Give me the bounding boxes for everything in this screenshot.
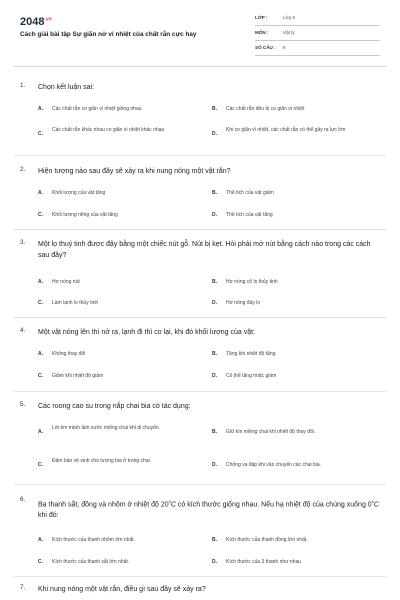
option-letter: C. [38, 131, 43, 137]
option-text: Giảm khi nhiệt độ giảm [52, 373, 104, 379]
option-text: Kích thước của thanh nhôm lớn nhất. [52, 537, 136, 543]
meta-grade-value: Lớp 8 [283, 15, 295, 20]
option-letter: D. [212, 373, 217, 379]
question-divider [14, 317, 386, 318]
logo-suffix: .vn [44, 16, 52, 23]
option-text: Kích thước của 3 thanh như nhau [226, 559, 302, 565]
option-letter: A. [38, 537, 43, 543]
meta-count [255, 42, 380, 56]
meta-count-label: SỐ CÂU : [255, 45, 276, 50]
option-letter: D. [212, 212, 217, 218]
option-letter: C. [38, 300, 43, 306]
option-letter: C. [38, 212, 43, 218]
question-divider [14, 576, 386, 577]
meta-info [255, 12, 380, 57]
question-number: 7. [20, 584, 26, 591]
question-number: 5. [20, 401, 26, 408]
option-letter: D. [212, 559, 217, 565]
meta-count-value: 8 [283, 45, 286, 50]
meta-subject-label: MÔN : [255, 30, 269, 35]
question-number: 1. [20, 82, 26, 89]
question-number: 2. [20, 166, 26, 173]
option-text: Các chất rắn co giãn vì nhiệt giống nhau [52, 106, 142, 112]
option-letter: B. [212, 279, 217, 285]
question-text: Chọn kết luận sai: [38, 84, 95, 91]
question-divider [14, 484, 386, 485]
question-number: 6. [20, 496, 26, 503]
option-letter: C. [38, 462, 43, 468]
option-text: Kích thước của thanh đồng lớn nhất. [226, 537, 308, 543]
option-text: Làm lạnh lọ thủy tinh [52, 300, 99, 306]
option-letter: A. [38, 190, 43, 196]
option-letter: B. [212, 190, 217, 196]
meta-grade-label: LỚP : [255, 15, 268, 20]
option-letter: A. [38, 351, 43, 357]
question-divider [14, 229, 386, 230]
option-letter: B. [212, 429, 217, 435]
option-text: Hơ nóng đáy lọ [226, 300, 261, 306]
option-letter: A. [38, 429, 43, 435]
document-title: Cách giải bài tập Sự giãn nở vì nhiệt của chất rắn cực hay [20, 31, 197, 38]
option-text: Thể tích của vật tăng [226, 212, 273, 218]
question-text: Một vật nóng lên thì nở ra, lạnh đi thì co lại, khi đó khối lượng của vật: [38, 329, 255, 336]
degree-sup: 0 [168, 499, 171, 504]
meta-subject [255, 27, 380, 41]
option-text: Khối lượng của vật tăng [52, 190, 106, 196]
unit: C [373, 501, 379, 509]
option-text: Khi co giãn vì nhiệt, các chất rắn có thể gây ra lực lớn [226, 127, 346, 133]
option-letter: C. [38, 373, 43, 379]
option-text: Thể tích của vật giảm [226, 190, 274, 196]
option-text: Không thay đổi [52, 351, 86, 357]
option-text: Giữ kín miệng chai khi nhiệt độ thay đổi. [226, 429, 316, 435]
option-text: Có thể tăng hoặc giảm [226, 373, 277, 379]
header-divider [14, 66, 386, 67]
unit: C [170, 501, 176, 509]
question-text-part: có kích thước giống nhau. Nếu hạ nhiệt độ của chúng xuống 0 [175, 501, 372, 509]
degree-sup: 0 [371, 499, 374, 504]
option-text: Lót êm tránh làm xước miệng chai khi di chuyển. [52, 425, 161, 431]
option-letter: B. [212, 106, 217, 112]
question-text: Khi nung nóng một vật rắn, điều gì sau đây sẽ xảy ra? [38, 586, 206, 593]
option-letter: C. [38, 559, 43, 565]
option-text: Khối lượng riêng của vật tăng [52, 212, 118, 218]
meta-grade [255, 12, 380, 26]
option-text: Các chất rắn khác nhau co giãn vì nhiệt khác nhau [52, 127, 165, 133]
question-number: 4. [20, 327, 26, 334]
meta-subject-value: Vật lý [283, 30, 295, 35]
option-letter: B. [212, 537, 217, 543]
option-letter: D. [212, 131, 217, 137]
option-text: Các chất rắn đều bị co giãn vì nhiệt [226, 106, 305, 112]
question-text-part: Ba thanh sắt, đồng và nhôm ở nhiệt độ 20 [38, 501, 169, 509]
site-logo[interactable] [20, 16, 52, 28]
option-text: Đảm bảo vệ sinh cho lượng bia ở trong chai. [52, 458, 152, 464]
option-text: Kích thước của thanh sắt lớn nhất. [52, 559, 130, 565]
option-letter: A. [38, 279, 43, 285]
question-text: Các roong cao su trong nắp chai bia có tác dụng: [38, 403, 191, 410]
option-text: Tăng khi nhiệt độ tăng [226, 351, 276, 357]
question-divider [14, 155, 386, 156]
option-text: Hơ nóng cổ lọ thủy tinh [226, 279, 278, 285]
question-number: 3. [20, 239, 26, 246]
logo-main: 2048 [20, 16, 45, 28]
question-text: Hiện tượng nào sau đây sẽ xảy ra khi nung nóng một vật rắn? [38, 168, 231, 175]
option-letter: B. [212, 351, 217, 357]
option-letter: D. [212, 462, 217, 468]
question-divider [14, 391, 386, 392]
option-text: Hơ nóng nút [52, 279, 80, 285]
option-letter: D. [212, 300, 217, 306]
option-letter: A. [38, 106, 43, 112]
question-text-part: khi đó: [38, 512, 59, 520]
question-text [38, 496, 383, 521]
worksheet-header [0, 0, 400, 66]
option-text: Chống va đập khi vận chuyển các chai bia. [226, 462, 322, 468]
question-text: Một lọ thuỷ tinh được đậy bằng một chiếc nút gỗ. Nút bị kẹt. Hỏi phải mở nút bằng cách nào trong các cách sau đây? [38, 241, 371, 259]
